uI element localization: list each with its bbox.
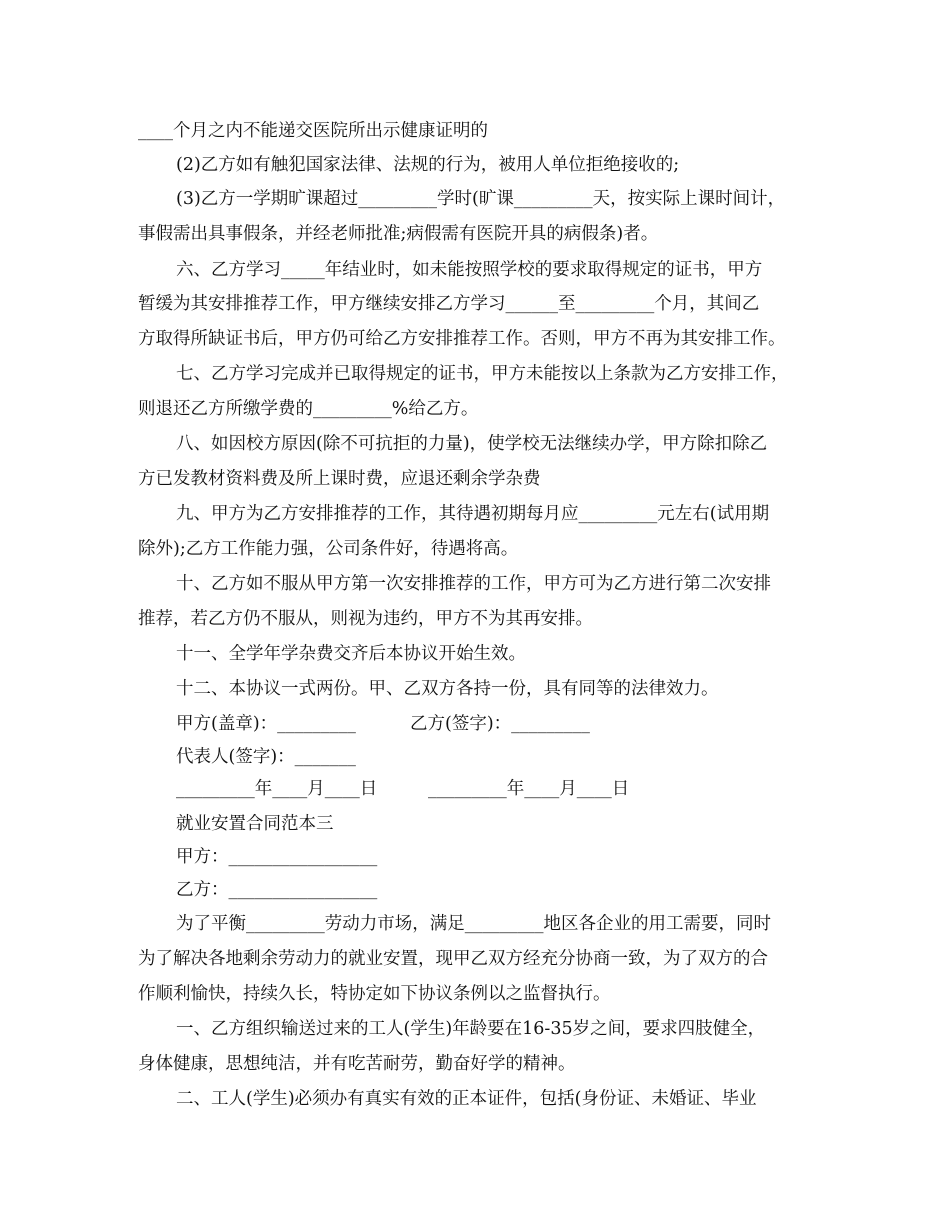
signature-party-a: 甲方(盖章)：_________ [176, 714, 356, 734]
text-line: 二、工人(学生)必须办有真实有效的正本证件，包括(身份证、未婚证、毕业 [176, 1089, 757, 1109]
text-line: 七、乙方学习完成并已取得规定的证书，甲方未能按以上条款为乙方安排工作， [176, 364, 789, 384]
text-line: 事假需出具事假条，并经老师批准;病假需有医院开具的病假条)者。 [138, 224, 659, 244]
party-a-field: 甲方：_________________ [176, 847, 378, 867]
text-line: 暂缓为其安排推荐工作，甲方继续安排乙方学习______至_________个月，其间乙 [138, 294, 760, 314]
text-line: 为了解决各地剩余劳动力的就业安置，现甲乙双方经充分协商一致，为了双方的合 [138, 949, 768, 969]
text-line: 为了平衡_________劳动力市场，满足_________地区各企业的用工需要，同时 [176, 914, 771, 934]
party-b-field: 乙方：_________________ [176, 880, 378, 900]
signature-party-b: 乙方(签字)：_________ [410, 714, 590, 734]
text-line: 推荐，若乙方仍不服从，则视为违约，甲方不为其再安排。 [138, 609, 593, 629]
text-line: 除外);乙方工作能力强，公司条件好，待遇将高。 [138, 539, 519, 559]
text-line: 八、如因校方原因(除不可抗拒的力量)，使学校无法继续办学，甲方除扣除乙 [176, 434, 768, 454]
text-line: 十、乙方如不服从甲方第一次安排推荐的工作，甲方可为乙方进行第二次安排 [176, 574, 771, 594]
text-line: 作顺利愉快，持续久长，特协定如下协议条例以之监督执行。 [138, 984, 611, 1004]
text-line: 一、乙方组织输送过来的工人(学生)年龄要在16-35岁之间，要求四肢健全， [176, 1019, 766, 1039]
text-line: 九、甲方为乙方安排推荐的工作，其待遇初期每月应_________元左右(试用期 [176, 504, 770, 524]
text-line: 则退还乙方所缴学费的_________%给乙方。 [138, 399, 479, 419]
text-line: 方取得所缺证书后，甲方仍可给乙方安排推荐工作。否则，甲方不再为其安排工作。 [138, 329, 786, 349]
text-line: 十二、本协议一式两份。甲、乙双方各持一份，具有同等的法律效力。 [176, 679, 719, 699]
signature-representative: 代表人(签字)：_______ [176, 747, 356, 767]
text-line: 六、乙方学习_____年结业时，如未能按照学校的要求取得规定的证书，甲方 [176, 260, 763, 280]
date-line-a: _________年____月____日 [176, 779, 378, 799]
text-line: 方已发教材资料费及所上课时费，应退还剩余学杂费 [138, 469, 541, 489]
text-line: (3)乙方一学期旷课超过_________学时(旷课_________天，按实际上课时间计， [176, 189, 786, 209]
date-line-b: _________年____月____日 [428, 779, 630, 799]
text-line: 身体健康，思想纯洁，并有吃苦耐劳，勤奋好学的精神。 [138, 1054, 576, 1074]
section-title: 就业安置合同范本三 [176, 814, 334, 834]
text-line: ____个月之内不能递交医院所出示健康证明的 [138, 121, 488, 141]
text-line: 十一、全学年学杂费交齐后本协议开始生效。 [176, 644, 526, 664]
text-line: (2)乙方如有触犯国家法律、法规的行为，被用人单位拒绝接收的; [176, 155, 680, 175]
